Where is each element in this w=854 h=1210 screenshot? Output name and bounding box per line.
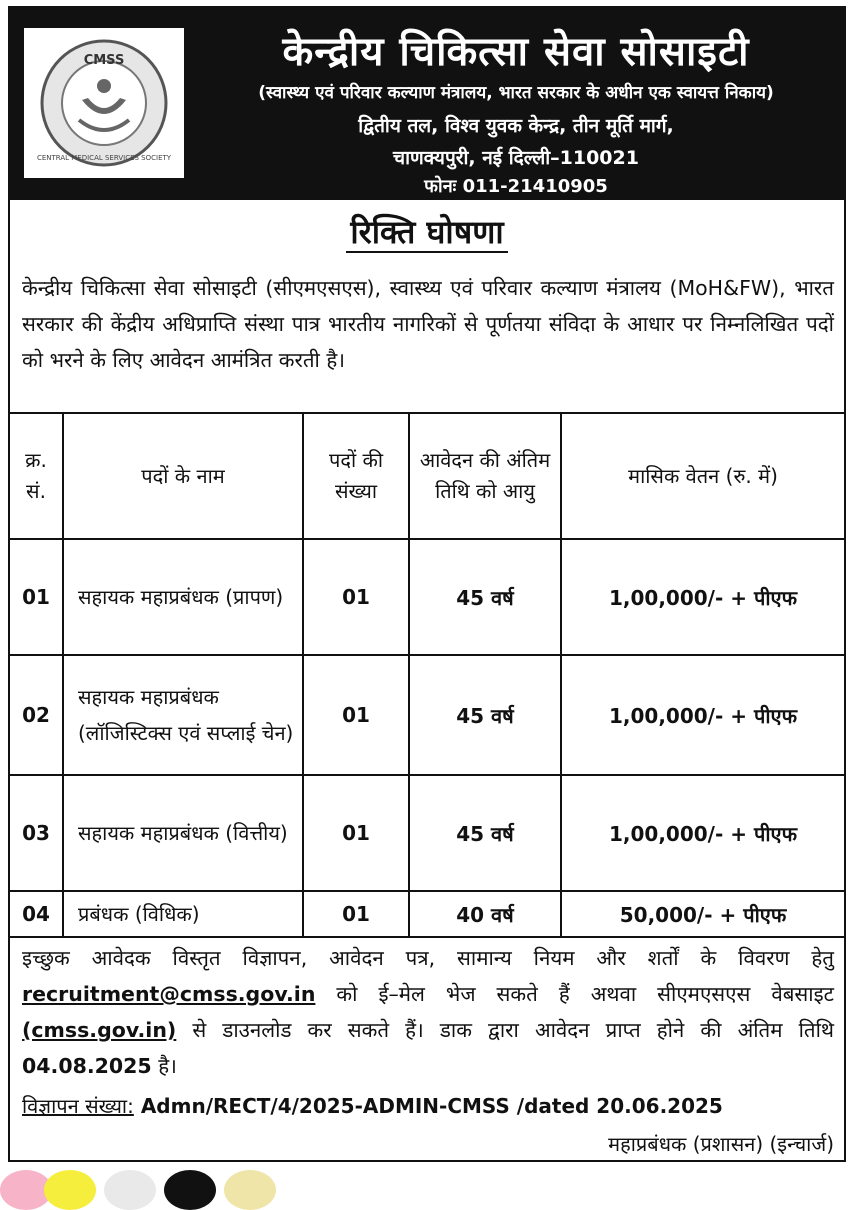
table-row (9, 655, 845, 775)
phone-number: फोनः 011-21410905 (424, 176, 608, 197)
row-sno: 02 (9, 655, 63, 775)
row-post: सहायक महाप्रबंधक (प्रापण) (63, 539, 303, 655)
intro-paragraph: केन्द्रीय चिकित्सा सेवा सोसाइटी (सीएमएसएस), स्वास्थ्य एवं परिवार कल्याण मंत्रालय (MoH&FW), भारत सरकार की केंद्रीय अधिप्राप्ति संस्था पात्र भारतीय नागरिकों से पूर्णतया संविदा के आधार पर निम्नलिखित पदों को भरने के लिए आवेदन आमंत्रित करती है। (22, 276, 834, 372)
header-age: आवेदन की अंतिम तिथि को आयु (409, 413, 561, 539)
row-count: 01 (303, 539, 409, 655)
table-row (9, 891, 845, 937)
color-registration-dots (0, 1166, 854, 1184)
address-line-2: चाणक्यपुरी, नई दिल्ली–110021 (393, 147, 639, 169)
table-row (9, 539, 845, 655)
row-salary: 1,00,000/- + पीएफ (561, 775, 845, 891)
row-salary: 1,00,000/- + पीएफ (561, 655, 845, 775)
advertisement-number (22, 1092, 723, 1119)
header-post: पदों के नाम (63, 413, 303, 539)
vacancy-table (8, 412, 846, 938)
row-age: 45 वर्ष (409, 539, 561, 655)
registration-dot (104, 1170, 156, 1210)
advertisement-number-value: Admn/RECT/4/2025-ADMIN-CMSS /dated 20.06.2025 (133, 1094, 723, 1118)
row-sno: 03 (9, 775, 63, 891)
logo-ring-text: CENTRAL MEDICAL SERVICES SOCIETY (36, 154, 172, 162)
header-sno: क्र. सं. (9, 413, 63, 539)
row-sno: 01 (9, 539, 63, 655)
row-salary: 1,00,000/- + पीएफ (561, 539, 845, 655)
row-salary: 50,000/- + पीएफ (561, 891, 845, 937)
instructions-part-4: है। (151, 1054, 177, 1078)
instructions-part-2: को ई–मेल भेज सकते हैं अथवा सीएमएसएस वेबसाइट (315, 982, 834, 1006)
header-banner (10, 8, 844, 200)
row-sno: 04 (9, 891, 63, 937)
organization-subtitle: (स्वास्थ्य एवं परिवार कल्याण मंत्रालय, भारत सरकार के अधीन एक स्वायत्त निकाय) (258, 83, 774, 103)
row-count: 01 (303, 775, 409, 891)
address-line-1: द्वितीय तल, विश्व युवक केन्द्र, तीन मूर्ति मार्ग, (358, 115, 674, 137)
application-instructions (22, 940, 834, 1084)
header-count: पदों की संख्या (303, 413, 409, 539)
registration-dot (224, 1170, 276, 1210)
row-post: सहायक महाप्रबंधक (वित्तीय) (63, 775, 303, 891)
logo-label: CMSS (83, 53, 125, 68)
registration-dot (164, 1170, 216, 1210)
advertisement-number-label: विज्ञापन संख्या: (22, 1094, 134, 1118)
table-row (9, 775, 845, 891)
notice-heading (10, 210, 844, 253)
row-age: 45 वर्ष (409, 775, 561, 891)
last-date: 04.08.2025 (22, 1054, 152, 1078)
registration-dot (44, 1170, 96, 1210)
notice-title: रिक्ति घोषणा (346, 213, 507, 253)
row-age: 40 वर्ष (409, 891, 561, 937)
organization-title: केन्द्रीय चिकित्सा सेवा सोसाइटी (282, 29, 750, 75)
website-link[interactable]: (cmss.gov.in) (22, 1018, 177, 1042)
instructions-part-1: इच्छुक आवेदक विस्तृत विज्ञापन, आवेदन पत्र, सामान्य नियम और शर्तों के विवरण हेतु (22, 946, 834, 970)
header-salary: मासिक वेतन (रु. में) (561, 413, 845, 539)
table-header-row (9, 413, 845, 539)
row-post: प्रबंधक (विधिक) (63, 891, 303, 937)
row-count: 01 (303, 891, 409, 937)
row-count: 01 (303, 655, 409, 775)
signatory: महाप्रबंधक (प्रशासन) (इन्चार्ज) (608, 1132, 834, 1156)
recruitment-email-link[interactable]: recruitment@cmss.gov.in (22, 982, 316, 1006)
cmss-logo-icon (24, 28, 184, 178)
instructions-part-3: से डाउनलोड कर सकते हैं। डाक द्वारा आवेदन प्राप्त होने की अंतिम तिथि (176, 1018, 834, 1042)
advertisement-frame (8, 6, 846, 1162)
cmss-logo (24, 28, 184, 178)
row-post: सहायक महाप्रबंधक (लॉजिस्टिक्स एवं सप्लाई चेन) (63, 655, 303, 775)
row-age: 45 वर्ष (409, 655, 561, 775)
